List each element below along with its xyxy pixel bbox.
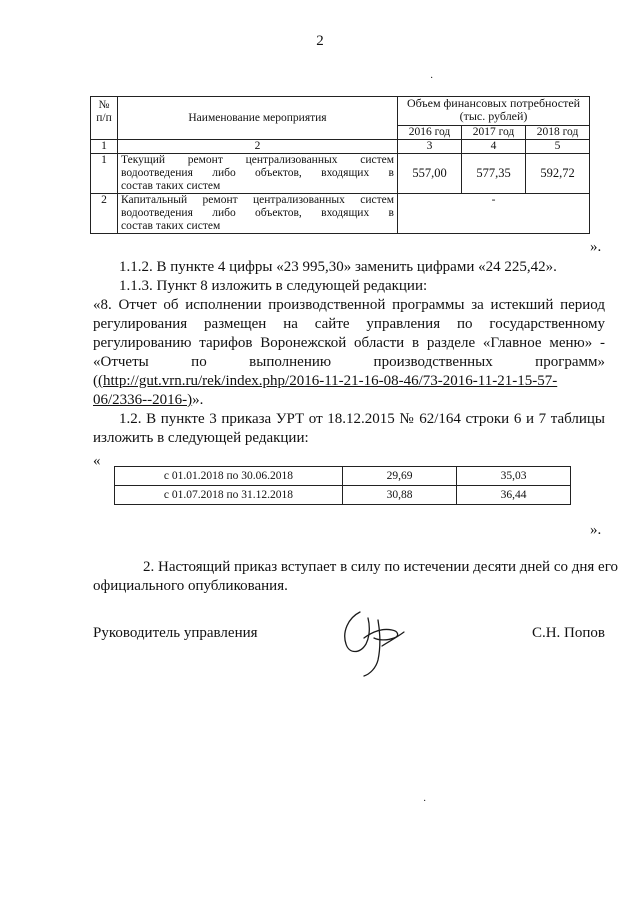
index-cell: 1 (91, 140, 118, 154)
header-year-2016: 2016 год (398, 126, 462, 140)
opening-quote: « (93, 453, 101, 469)
closing-quote: ». (590, 522, 602, 538)
row-name: Капитальный ремонт централизованных систем водоотведения либо объектов, входящих в состав таких систем (118, 194, 398, 234)
row-value-2018: 592,72 (526, 154, 590, 194)
paragraph-8-line: «8. Отчет об исполнении производственной программы за истекший период (93, 297, 605, 313)
row-value-2016: 557,00 (398, 154, 462, 194)
table-header-row (91, 97, 590, 126)
paragraph-8-link-line: 06/2336--2016-)». (93, 392, 204, 408)
row-value-2017: 577,35 (462, 154, 526, 194)
index-cell: 5 (526, 140, 590, 154)
header-name: Наименование мероприятия (118, 97, 398, 140)
table-row (91, 154, 590, 194)
paragraph-8-link-line: ((http://gut.vrn.ru/rek/index.php/2016-11-21-16-08-46/73-2016-11-21-15-57- (93, 373, 558, 389)
signer-name: С.Н. Попов (531, 625, 605, 641)
paragraph-1-2-line: 1.2. В пункте 3 приказа УРТ от 18.12.2015 № 62/164 строки 6 и 7 таблицы (119, 411, 605, 427)
value-cell: 35,03 (457, 467, 571, 486)
table-row (115, 486, 571, 505)
paragraph-2-line: официального опубликования. (93, 578, 288, 594)
paragraph-8-line: регулирования размещен на сайте управления по государственному (93, 316, 605, 332)
page-number: 2 (316, 33, 324, 49)
period-cell: с 01.01.2018 по 30.06.2018 (115, 467, 343, 486)
paragraph-8-line: регулированию тарифов Воронежской области в разделе «Главное меню» - (93, 335, 605, 351)
value-cell: 36,44 (457, 486, 571, 505)
row-num: 2 (91, 194, 118, 234)
reports-link-continued[interactable]: 06/2336--2016-) (93, 392, 193, 408)
paragraph-8-line: «Отчеты по выполнению производственных программ» (93, 354, 605, 370)
value-cell: 29,69 (343, 467, 457, 486)
value-cell: 30,88 (343, 486, 457, 505)
period-cell: с 01.07.2018 по 31.12.2018 (115, 486, 343, 505)
header-year-2018: 2018 год (526, 126, 590, 140)
reports-link[interactable]: (http://gut.vrn.ru/rek/index.php/2016-11-21-16-08-46/73-2016-11-21-15-57- (98, 373, 558, 389)
paragraph-1-1-2: 1.1.2. В пункте 4 цифры «23 995,30» заменить цифрами «24 225,42». (119, 259, 557, 275)
index-cell: 2 (118, 140, 398, 154)
table-row (115, 467, 571, 486)
paragraph-1-1-3: 1.1.3. Пункт 8 изложить в следующей редакции: (119, 278, 428, 294)
paragraph-2-line: 2. Настоящий приказ вступает в силу по истечении десяти дней со дня его (143, 559, 618, 575)
scan-dot: · (430, 73, 434, 84)
row-name: Текущий ремонт централизованных систем водоотведения либо объектов, входящих в состав таких систем (118, 154, 398, 194)
signer-title: Руководитель управления (93, 625, 258, 641)
header-volume: Объем финансовых потребностей (тыс. рублей) (398, 97, 590, 126)
tariff-periods-table (114, 466, 571, 505)
financial-needs-table (90, 96, 590, 234)
table-row (91, 194, 590, 234)
scan-dot: · (423, 796, 427, 807)
index-cell: 4 (462, 140, 526, 154)
header-num: № п/п (91, 97, 118, 140)
handwritten-signature (334, 598, 414, 678)
paragraph-1-2-line: изложить в следующей редакции: (93, 430, 309, 446)
table-index-row (91, 140, 590, 154)
row-dash: - (398, 194, 590, 234)
row-num: 1 (91, 154, 118, 194)
closing-quote: ». (590, 239, 602, 255)
header-year-2017: 2017 год (462, 126, 526, 140)
index-cell: 3 (398, 140, 462, 154)
